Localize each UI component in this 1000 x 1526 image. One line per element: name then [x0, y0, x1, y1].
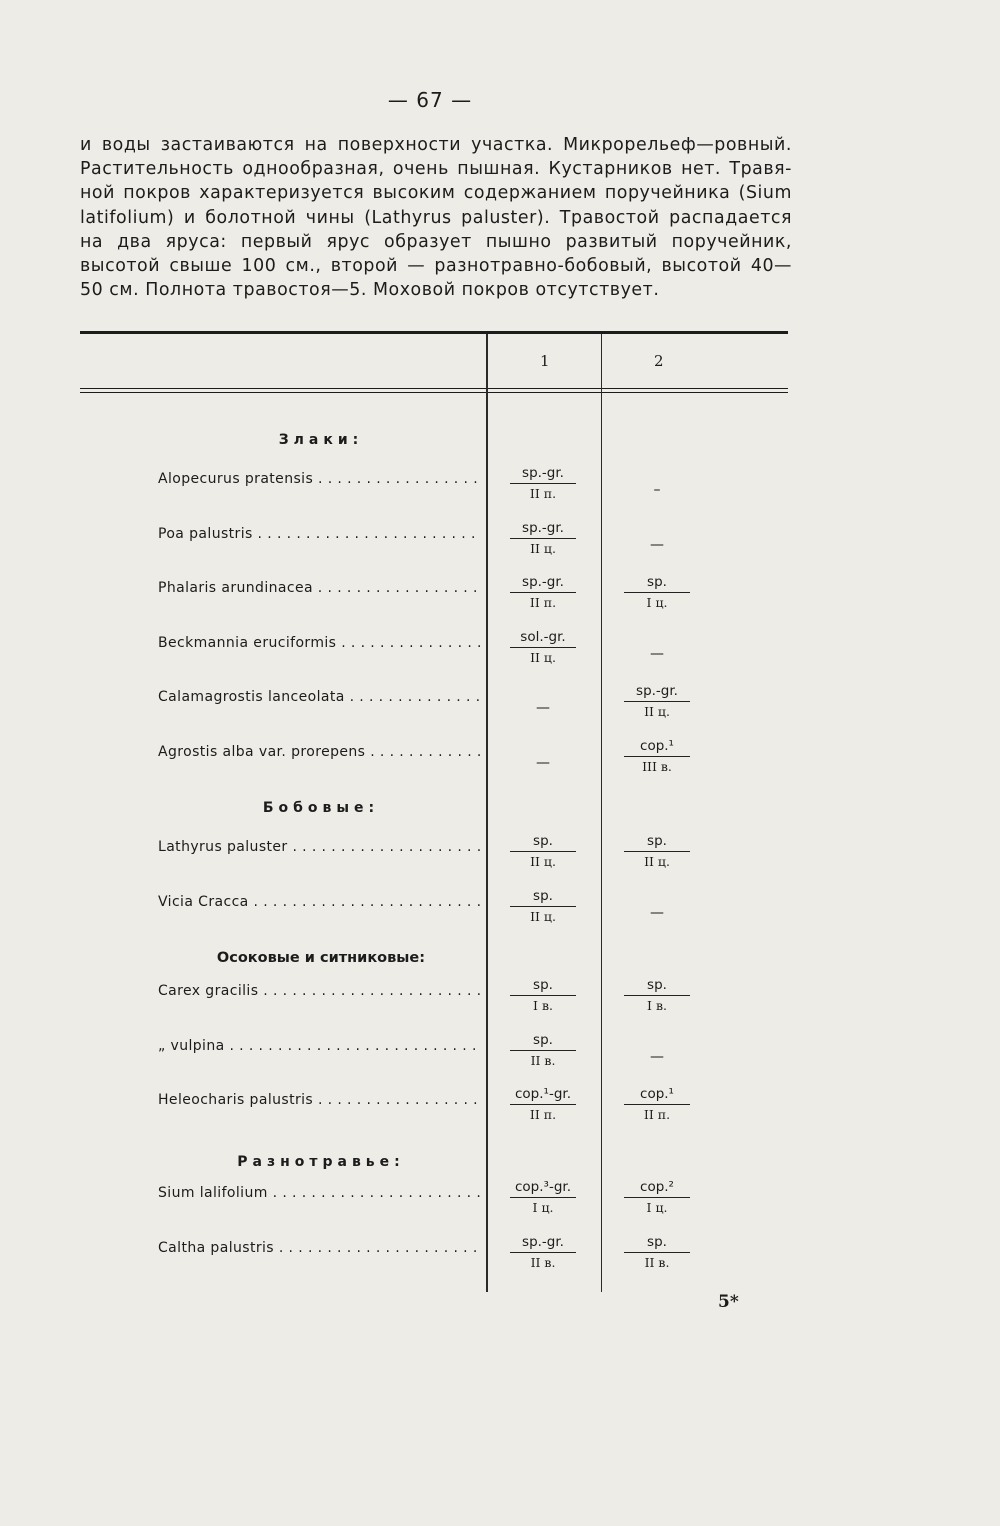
section-title: Злаки:	[278, 432, 364, 448]
abundance-value: sp.-gr.	[522, 1233, 564, 1250]
species-name: Sium lalifolium . . .	[158, 1185, 480, 1201]
fraction-bar	[510, 995, 576, 996]
abundance-cell	[498, 1178, 588, 1216]
abundance-value: sp.	[647, 977, 667, 993]
fraction-bar	[624, 851, 690, 852]
fraction-bar	[510, 483, 576, 484]
layer-value: I ц.	[532, 1200, 554, 1215]
paragraph-line: на два яруса: первый ярус образует пышно развитый поручейник,	[80, 231, 792, 252]
abundance-value: sp.-gr.	[636, 683, 678, 700]
layer-value: I ц.	[646, 1200, 668, 1215]
abundance-cell	[612, 976, 702, 1014]
abundance-value: sp.-gr.	[522, 465, 564, 481]
layer-value: II в.	[644, 1254, 670, 1270]
fraction-bar	[624, 1104, 690, 1105]
layer-value: III в.	[642, 759, 672, 774]
layer-value: II п.	[529, 595, 557, 611]
fraction-bar	[510, 1104, 576, 1105]
abundance-cell	[612, 1085, 702, 1123]
abundance-cell	[498, 628, 588, 666]
layer-value: II в.	[530, 1254, 556, 1270]
abundance-value: sp.	[533, 833, 553, 849]
abundance-cell	[498, 887, 588, 925]
fraction-bar	[624, 995, 690, 996]
paragraph-line: 50 см. Полнота травостоя—5. Моховой покров отсутствует.	[80, 280, 660, 301]
fraction-bar	[510, 906, 576, 907]
abundance-cell	[498, 1031, 588, 1069]
abundance-value: sol.-gr.	[520, 628, 566, 645]
table-top-rule	[80, 331, 788, 334]
fraction-bar	[510, 647, 576, 648]
layer-value: II п.	[529, 1107, 557, 1123]
layer-value: I ц.	[646, 595, 668, 611]
fraction-bar	[624, 592, 690, 593]
fraction-bar	[624, 1252, 690, 1253]
layer-value: II п.	[643, 1107, 671, 1123]
fraction-bar	[624, 1197, 690, 1198]
layer-value: II ц.	[644, 854, 670, 869]
species-name: Caltha palustris . . .	[158, 1240, 480, 1256]
abundance-cell	[498, 1233, 588, 1271]
abundance-value: sp.-gr.	[522, 574, 564, 591]
paragraph-line: высотой свыше 100 см., второй — разнотравно-бобовый, высотой 40—	[80, 255, 792, 276]
abundance-cell	[612, 682, 702, 720]
abundance-cell	[612, 1178, 702, 1216]
species-name: Poa palustris . . .	[158, 526, 480, 542]
species-name: Agrostis alba var. prorepens . . .	[158, 744, 480, 760]
abundance-cell	[612, 1233, 702, 1271]
species-name: Carex gracilis . . .	[158, 983, 480, 999]
fraction-bar	[510, 1252, 576, 1253]
fraction-bar	[510, 538, 576, 539]
paragraph-line: Растительность однообразная, очень пышная. Кустарников нет. Травя-	[80, 159, 792, 180]
abundance-cell	[498, 464, 588, 502]
abundance-cell	[498, 1085, 588, 1123]
species-name: Beckmannia eruciformis . . .	[158, 635, 480, 651]
section-title: Осоковые и ситниковые:	[216, 950, 426, 966]
abundance-value: cop.¹-gr.	[515, 1086, 571, 1103]
empty-cell-dash: —	[536, 755, 550, 771]
layer-value: II ц.	[530, 540, 556, 556]
column-divider	[601, 334, 602, 1292]
abundance-value: cop.¹	[640, 738, 674, 754]
species-name: Heleocharis palustris . . .	[158, 1092, 480, 1108]
fraction-bar	[510, 1197, 576, 1198]
layer-value: I в.	[647, 998, 667, 1013]
empty-cell-dash: —	[650, 1048, 664, 1065]
page-number: — 67 —	[387, 88, 473, 112]
layer-value: II ц.	[530, 908, 556, 924]
section-title: Разнотравье:	[237, 1154, 405, 1170]
species-name: Alopecurus pratensis . . .	[158, 471, 480, 487]
section-title: Бобовые:	[262, 800, 380, 816]
abundance-cell	[612, 573, 702, 611]
species-name: Phalaris arundinacea . . .	[158, 580, 480, 596]
empty-cell-dash: —	[650, 645, 664, 662]
abundance-cell	[498, 976, 588, 1014]
signature-mark: 5*	[718, 1292, 739, 1312]
column-header-1: 1	[540, 352, 550, 370]
layer-value: II ц.	[530, 854, 556, 869]
column-divider	[486, 334, 488, 1292]
body-paragraph	[80, 133, 792, 302]
species-name: Lathyrus paluster . . .	[158, 839, 480, 855]
fraction-bar	[510, 1050, 576, 1051]
empty-cell-dash: —	[650, 904, 664, 921]
abundance-value: sp.-gr.	[522, 519, 564, 536]
header-bottom-rule	[80, 392, 788, 393]
empty-cell-dash: —	[536, 700, 550, 717]
fraction-bar	[510, 592, 576, 593]
species-name: Calamagrostis lanceolata . . .	[158, 689, 480, 705]
fraction-bar	[510, 851, 576, 852]
header-bottom-rule	[80, 388, 788, 389]
fraction-bar	[624, 701, 690, 702]
paragraph-line: и воды застаиваются на поверхности участка. Микрорельеф—ровный.	[80, 135, 792, 155]
abundance-value: sp.	[647, 1233, 667, 1250]
species-name: Vicia Cracca . . .	[158, 894, 480, 910]
layer-value: I в.	[533, 998, 553, 1013]
species-name: „ vulpina . . .	[158, 1038, 480, 1054]
abundance-value: sp.	[647, 833, 667, 849]
abundance-cell	[498, 573, 588, 611]
abundance-value: sp.	[647, 574, 667, 591]
abundance-cell	[612, 737, 702, 775]
paragraph-line: latifolium) и болотной чины (Lathyrus paluster). Травостой распадается	[80, 207, 792, 228]
empty-cell-dash: —	[650, 536, 664, 553]
column-header-2: 2	[654, 352, 664, 370]
abundance-value: cop.³-gr.	[515, 1179, 571, 1195]
layer-value: II ц.	[644, 704, 670, 720]
abundance-value: sp.	[533, 887, 553, 904]
empty-cell-dash: –	[653, 482, 661, 498]
paragraph-line: ной покров характеризуется высоким содержанием поручейника (Sium	[80, 183, 792, 204]
abundance-value: sp.	[533, 977, 553, 993]
layer-value: II ц.	[530, 649, 556, 665]
abundance-value: cop.¹	[640, 1086, 674, 1103]
fraction-bar	[624, 756, 690, 757]
abundance-value: cop.²	[640, 1179, 674, 1195]
abundance-cell	[612, 832, 702, 870]
layer-value: II п.	[529, 486, 557, 501]
layer-value: II в.	[530, 1052, 556, 1068]
abundance-cell	[498, 519, 588, 557]
abundance-cell	[498, 832, 588, 870]
abundance-value: sp.	[533, 1031, 553, 1048]
